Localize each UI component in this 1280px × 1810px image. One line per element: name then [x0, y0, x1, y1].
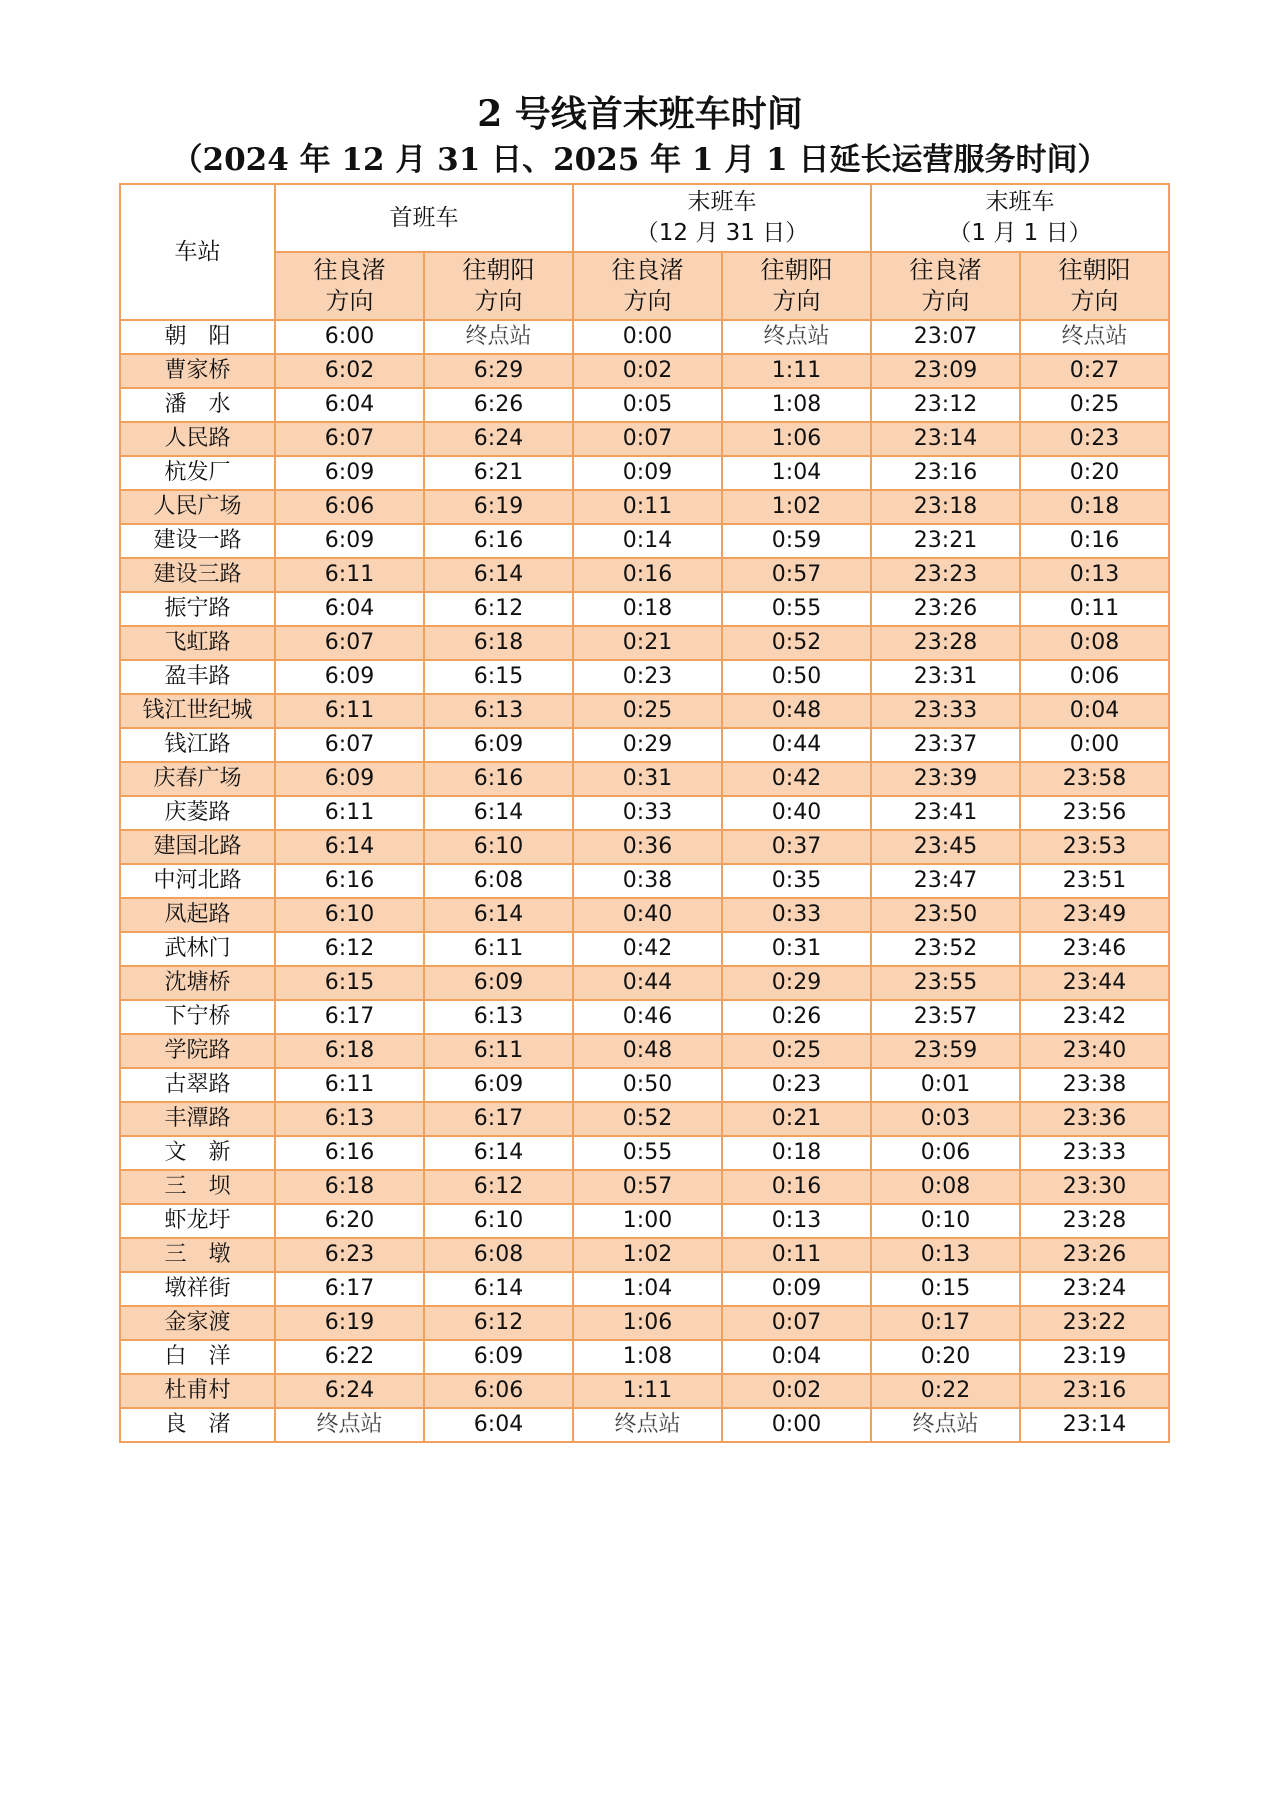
last-train-jan1-to-chaoyang: 0:13 [1020, 558, 1169, 592]
last-train-dec31-to-chaoyang: 0:31 [722, 932, 871, 966]
table-row [120, 796, 1169, 830]
last-train-dec31-to-liangzhu: 0:14 [573, 524, 722, 558]
last-train-jan1-to-chaoyang: 23:53 [1020, 830, 1169, 864]
last-train-dec31-to-liangzhu: 1:02 [573, 1238, 722, 1272]
first-train-to-liangzhu: 6:00 [275, 320, 424, 354]
last-train-jan1-to-chaoyang: 0:23 [1020, 422, 1169, 456]
first-train-to-chaoyang: 6:19 [424, 490, 573, 524]
first-train-to-chaoyang: 6:16 [424, 762, 573, 796]
station-name: 建设一路 [120, 524, 275, 558]
last-train-jan1-to-chaoyang: 0:00 [1020, 728, 1169, 762]
last-train-dec31-to-liangzhu: 0:40 [573, 898, 722, 932]
last-train-jan1-to-chaoyang: 23:26 [1020, 1238, 1169, 1272]
last-train-jan1-to-chaoyang: 23:24 [1020, 1272, 1169, 1306]
last-train-jan1-to-chaoyang: 0:11 [1020, 592, 1169, 626]
last-train-jan1-to-liangzhu: 23:55 [871, 966, 1020, 1000]
station-name: 学院路 [120, 1034, 275, 1068]
first-train-to-chaoyang: 6:08 [424, 864, 573, 898]
last-train-jan1-to-chaoyang: 23:44 [1020, 966, 1169, 1000]
last-train-jan1-to-chaoyang: 0:25 [1020, 388, 1169, 422]
last-train-jan1-to-liangzhu: 23:23 [871, 558, 1020, 592]
first-train-to-liangzhu: 6:16 [275, 864, 424, 898]
last-train-jan1-to-chaoyang: 0:04 [1020, 694, 1169, 728]
first-train-to-liangzhu: 6:10 [275, 898, 424, 932]
last-train-dec31-to-liangzhu: 0:36 [573, 830, 722, 864]
last-train-dec31-to-liangzhu: 0:33 [573, 796, 722, 830]
first-train-to-liangzhu: 6:17 [275, 1272, 424, 1306]
last-train-jan1-to-liangzhu: 23:57 [871, 1000, 1020, 1034]
header-row-directions [120, 252, 1169, 320]
table-row [120, 1000, 1169, 1034]
first-train-to-liangzhu: 6:22 [275, 1340, 424, 1374]
last-train-jan1-to-liangzhu: 23:45 [871, 830, 1020, 864]
last-train-dec31-to-chaoyang: 0:57 [722, 558, 871, 592]
station-name: 庆春广场 [120, 762, 275, 796]
table-row [120, 1068, 1169, 1102]
table-row [120, 1306, 1169, 1340]
first-train-to-chaoyang: 6:13 [424, 1000, 573, 1034]
header-last-train-dec31-title: 末班车 [687, 189, 757, 215]
station-name: 振宁路 [120, 592, 275, 626]
last-train-dec31-to-chaoyang: 0:26 [722, 1000, 871, 1034]
header-dir-liangzhu: 往良渚 方向 [573, 252, 722, 320]
first-train-to-liangzhu: 6:07 [275, 422, 424, 456]
header-last-train-jan1-title: 末班车 [985, 189, 1055, 215]
first-train-to-chaoyang: 6:18 [424, 626, 573, 660]
station-name: 白 洋 [120, 1340, 275, 1374]
station-name: 文 新 [120, 1136, 275, 1170]
last-train-dec31-to-chaoyang: 0:02 [722, 1374, 871, 1408]
last-train-dec31-to-liangzhu: 0:25 [573, 694, 722, 728]
first-train-to-liangzhu: 6:04 [275, 388, 424, 422]
last-train-dec31-to-chaoyang: 0:09 [722, 1272, 871, 1306]
first-train-to-liangzhu: 6:20 [275, 1204, 424, 1238]
first-train-to-chaoyang: 6:14 [424, 796, 573, 830]
first-train-to-chaoyang: 6:14 [424, 1136, 573, 1170]
first-train-to-chaoyang: 6:26 [424, 388, 573, 422]
last-train-dec31-to-liangzhu: 1:00 [573, 1204, 722, 1238]
last-train-dec31-to-liangzhu: 0:00 [573, 320, 722, 354]
last-train-jan1-to-liangzhu: 0:10 [871, 1204, 1020, 1238]
table-row [120, 932, 1169, 966]
last-train-jan1-to-chaoyang: 23:56 [1020, 796, 1169, 830]
header-dir-chaoyang: 往朝阳 方向 [722, 252, 871, 320]
last-train-jan1-to-liangzhu: 0:17 [871, 1306, 1020, 1340]
first-train-to-liangzhu: 6:16 [275, 1136, 424, 1170]
station-name: 飞虹路 [120, 626, 275, 660]
last-train-dec31-to-liangzhu: 0:05 [573, 388, 722, 422]
station-name: 钱江路 [120, 728, 275, 762]
last-train-dec31-to-chaoyang: 1:06 [722, 422, 871, 456]
station-name: 丰潭路 [120, 1102, 275, 1136]
header-last-train-jan1 [871, 184, 1169, 252]
first-train-to-liangzhu: 6:18 [275, 1034, 424, 1068]
first-train-to-liangzhu: 6:11 [275, 796, 424, 830]
first-train-to-chaoyang: 6:13 [424, 694, 573, 728]
station-name: 古翠路 [120, 1068, 275, 1102]
last-train-dec31-to-liangzhu: 1:11 [573, 1374, 722, 1408]
last-train-jan1-to-liangzhu: 23:21 [871, 524, 1020, 558]
last-train-dec31-to-chaoyang: 0:59 [722, 524, 871, 558]
last-train-dec31-to-chaoyang: 0:18 [722, 1136, 871, 1170]
last-train-jan1-to-chaoyang: 23:46 [1020, 932, 1169, 966]
first-train-to-chaoyang: 6:14 [424, 558, 573, 592]
table-row [120, 898, 1169, 932]
last-train-dec31-to-liangzhu: 0:42 [573, 932, 722, 966]
table-row [120, 1408, 1169, 1442]
last-train-jan1-to-liangzhu: 23:07 [871, 320, 1020, 354]
last-train-dec31-to-chaoyang: 1:02 [722, 490, 871, 524]
first-train-to-chaoyang: 6:04 [424, 1408, 573, 1442]
last-train-dec31-to-liangzhu: 0:18 [573, 592, 722, 626]
last-train-dec31-to-chaoyang: 1:08 [722, 388, 871, 422]
last-train-jan1-to-liangzhu: 终点站 [871, 1408, 1020, 1442]
station-name: 建设三路 [120, 558, 275, 592]
last-train-jan1-to-chaoyang: 23:36 [1020, 1102, 1169, 1136]
last-train-dec31-to-liangzhu: 0:48 [573, 1034, 722, 1068]
last-train-jan1-to-chaoyang: 0:16 [1020, 524, 1169, 558]
header-last-train-dec31 [573, 184, 871, 252]
last-train-jan1-to-liangzhu: 23:26 [871, 592, 1020, 626]
last-train-dec31-to-chaoyang: 0:52 [722, 626, 871, 660]
last-train-jan1-to-chaoyang: 23:38 [1020, 1068, 1169, 1102]
first-train-to-chaoyang: 6:08 [424, 1238, 573, 1272]
last-train-jan1-to-liangzhu: 23:39 [871, 762, 1020, 796]
station-name: 人民路 [120, 422, 275, 456]
first-train-to-chaoyang: 6:10 [424, 1204, 573, 1238]
last-train-dec31-to-liangzhu: 0:09 [573, 456, 722, 490]
table-row [120, 320, 1169, 354]
station-name: 盈丰路 [120, 660, 275, 694]
last-train-dec31-to-liangzhu: 0:02 [573, 354, 722, 388]
last-train-dec31-to-liangzhu: 终点站 [573, 1408, 722, 1442]
first-train-to-chaoyang: 终点站 [424, 320, 573, 354]
last-train-dec31-to-liangzhu: 1:08 [573, 1340, 722, 1374]
last-train-jan1-to-liangzhu: 0:01 [871, 1068, 1020, 1102]
first-train-to-chaoyang: 6:09 [424, 966, 573, 1000]
last-train-dec31-to-chaoyang: 0:04 [722, 1340, 871, 1374]
table-row [120, 456, 1169, 490]
first-train-to-liangzhu: 6:09 [275, 456, 424, 490]
first-train-to-chaoyang: 6:15 [424, 660, 573, 694]
last-train-jan1-to-chaoyang: 23:22 [1020, 1306, 1169, 1340]
first-train-to-chaoyang: 6:10 [424, 830, 573, 864]
header-row-groups [120, 184, 1169, 252]
first-train-to-liangzhu: 6:04 [275, 592, 424, 626]
header-station: 车站 [120, 184, 275, 320]
first-train-to-chaoyang: 6:14 [424, 898, 573, 932]
last-train-jan1-to-liangzhu: 23:50 [871, 898, 1020, 932]
last-train-jan1-to-liangzhu: 23:33 [871, 694, 1020, 728]
first-train-to-liangzhu: 6:09 [275, 762, 424, 796]
last-train-dec31-to-liangzhu: 0:21 [573, 626, 722, 660]
last-train-dec31-to-chaoyang: 0:40 [722, 796, 871, 830]
last-train-jan1-to-liangzhu: 0:03 [871, 1102, 1020, 1136]
first-train-to-chaoyang: 6:17 [424, 1102, 573, 1136]
last-train-jan1-to-liangzhu: 23:18 [871, 490, 1020, 524]
table-row [120, 490, 1169, 524]
header-dir-chaoyang: 往朝阳 方向 [1020, 252, 1169, 320]
last-train-jan1-to-chaoyang: 23:28 [1020, 1204, 1169, 1238]
first-train-to-liangzhu: 6:09 [275, 524, 424, 558]
last-train-jan1-to-liangzhu: 0:08 [871, 1170, 1020, 1204]
first-train-to-liangzhu: 6:09 [275, 660, 424, 694]
last-train-dec31-to-liangzhu: 0:07 [573, 422, 722, 456]
station-name: 金家渡 [120, 1306, 275, 1340]
station-name: 中河北路 [120, 864, 275, 898]
last-train-jan1-to-liangzhu: 0:20 [871, 1340, 1020, 1374]
station-name: 朝 阳 [120, 320, 275, 354]
table-row [120, 1170, 1169, 1204]
table-row [120, 1204, 1169, 1238]
first-train-to-chaoyang: 6:09 [424, 1340, 573, 1374]
last-train-dec31-to-chaoyang: 0:21 [722, 1102, 871, 1136]
last-train-dec31-to-chaoyang: 0:35 [722, 864, 871, 898]
last-train-dec31-to-chaoyang: 0:29 [722, 966, 871, 1000]
last-train-dec31-to-liangzhu: 0:44 [573, 966, 722, 1000]
last-train-jan1-to-liangzhu: 23:59 [871, 1034, 1020, 1068]
first-train-to-liangzhu: 6:17 [275, 1000, 424, 1034]
first-train-to-liangzhu: 6:07 [275, 728, 424, 762]
last-train-dec31-to-chaoyang: 0:11 [722, 1238, 871, 1272]
last-train-dec31-to-liangzhu: 0:11 [573, 490, 722, 524]
first-train-to-liangzhu: 6:15 [275, 966, 424, 1000]
last-train-jan1-to-chaoyang: 23:42 [1020, 1000, 1169, 1034]
last-train-jan1-to-liangzhu: 23:47 [871, 864, 1020, 898]
first-train-to-liangzhu: 6:02 [275, 354, 424, 388]
table-row [120, 388, 1169, 422]
last-train-dec31-to-liangzhu: 0:31 [573, 762, 722, 796]
table-row [120, 1374, 1169, 1408]
last-train-jan1-to-chaoyang: 23:16 [1020, 1374, 1169, 1408]
first-train-to-chaoyang: 6:06 [424, 1374, 573, 1408]
first-train-to-chaoyang: 6:16 [424, 524, 573, 558]
first-train-to-liangzhu: 6:07 [275, 626, 424, 660]
first-train-to-liangzhu: 6:11 [275, 558, 424, 592]
last-train-dec31-to-liangzhu: 0:50 [573, 1068, 722, 1102]
last-train-jan1-to-liangzhu: 23:52 [871, 932, 1020, 966]
first-train-to-chaoyang: 6:11 [424, 932, 573, 966]
first-train-to-liangzhu: 6:24 [275, 1374, 424, 1408]
station-name: 潘 水 [120, 388, 275, 422]
first-train-to-liangzhu: 终点站 [275, 1408, 424, 1442]
last-train-dec31-to-chaoyang: 1:11 [722, 354, 871, 388]
first-train-to-chaoyang: 6:09 [424, 728, 573, 762]
last-train-dec31-to-liangzhu: 1:06 [573, 1306, 722, 1340]
last-train-jan1-to-chaoyang: 0:18 [1020, 490, 1169, 524]
first-train-to-chaoyang: 6:09 [424, 1068, 573, 1102]
last-train-jan1-to-liangzhu: 0:22 [871, 1374, 1020, 1408]
header-dir-liangzhu: 往良渚 方向 [871, 252, 1020, 320]
station-rows [120, 320, 1169, 1442]
last-train-dec31-to-chaoyang: 0:16 [722, 1170, 871, 1204]
last-train-jan1-to-chaoyang: 23:33 [1020, 1136, 1169, 1170]
first-train-to-chaoyang: 6:12 [424, 1306, 573, 1340]
table-row [120, 966, 1169, 1000]
station-name: 杭发厂 [120, 456, 275, 490]
header-first-train: 首班车 [275, 184, 573, 252]
last-train-jan1-to-chaoyang: 终点站 [1020, 320, 1169, 354]
header-last-train-jan1-date: （1 月 1 日） [948, 220, 1092, 246]
last-train-dec31-to-chaoyang: 0:48 [722, 694, 871, 728]
last-train-dec31-to-chaoyang: 0:55 [722, 592, 871, 626]
table-row [120, 1034, 1169, 1068]
last-train-dec31-to-liangzhu: 0:23 [573, 660, 722, 694]
last-train-jan1-to-chaoyang: 23:40 [1020, 1034, 1169, 1068]
first-train-to-chaoyang: 6:29 [424, 354, 573, 388]
table-row [120, 694, 1169, 728]
first-train-to-liangzhu: 6:23 [275, 1238, 424, 1272]
table-row [120, 1238, 1169, 1272]
last-train-dec31-to-liangzhu: 0:38 [573, 864, 722, 898]
last-train-jan1-to-liangzhu: 0:15 [871, 1272, 1020, 1306]
last-train-dec31-to-chaoyang: 0:44 [722, 728, 871, 762]
last-train-jan1-to-chaoyang: 23:58 [1020, 762, 1169, 796]
last-train-jan1-to-liangzhu: 23:37 [871, 728, 1020, 762]
last-train-jan1-to-chaoyang: 23:51 [1020, 864, 1169, 898]
table-row [120, 1340, 1169, 1374]
header-last-train-dec31-date: （12 月 31 日） [635, 220, 809, 246]
last-train-dec31-to-liangzhu: 0:57 [573, 1170, 722, 1204]
first-train-to-chaoyang: 6:12 [424, 1170, 573, 1204]
first-train-to-chaoyang: 6:14 [424, 1272, 573, 1306]
last-train-dec31-to-chaoyang: 0:37 [722, 830, 871, 864]
last-train-jan1-to-chaoyang: 23:30 [1020, 1170, 1169, 1204]
table-row [120, 864, 1169, 898]
page-subtitle: （2024 年 12 月 31 日、2025 年 1 月 1 日延长运营服务时间） [171, 142, 1109, 178]
table-row [120, 830, 1169, 864]
last-train-jan1-to-chaoyang: 23:14 [1020, 1408, 1169, 1442]
table-row [120, 524, 1169, 558]
station-name: 三 坝 [120, 1170, 275, 1204]
last-train-dec31-to-liangzhu: 1:04 [573, 1272, 722, 1306]
last-train-dec31-to-chaoyang: 终点站 [722, 320, 871, 354]
first-train-to-liangzhu: 6:06 [275, 490, 424, 524]
last-train-dec31-to-chaoyang: 0:42 [722, 762, 871, 796]
last-train-jan1-to-liangzhu: 23:09 [871, 354, 1020, 388]
first-train-to-liangzhu: 6:12 [275, 932, 424, 966]
last-train-dec31-to-liangzhu: 0:16 [573, 558, 722, 592]
table-row [120, 660, 1169, 694]
first-train-to-liangzhu: 6:13 [275, 1102, 424, 1136]
station-name: 墩祥街 [120, 1272, 275, 1306]
first-train-to-liangzhu: 6:14 [275, 830, 424, 864]
station-name: 武林门 [120, 932, 275, 966]
station-name: 三 墩 [120, 1238, 275, 1272]
first-train-to-liangzhu: 6:11 [275, 1068, 424, 1102]
header-dir-liangzhu: 往良渚 方向 [275, 252, 424, 320]
first-train-to-chaoyang: 6:12 [424, 592, 573, 626]
first-train-to-chaoyang: 6:21 [424, 456, 573, 490]
station-name: 下宁桥 [120, 1000, 275, 1034]
table-row [120, 422, 1169, 456]
last-train-jan1-to-chaoyang: 0:20 [1020, 456, 1169, 490]
last-train-jan1-to-liangzhu: 23:16 [871, 456, 1020, 490]
last-train-jan1-to-liangzhu: 23:41 [871, 796, 1020, 830]
first-train-to-liangzhu: 6:11 [275, 694, 424, 728]
station-name: 沈塘桥 [120, 966, 275, 1000]
table-row [120, 558, 1169, 592]
last-train-dec31-to-chaoyang: 0:23 [722, 1068, 871, 1102]
last-train-dec31-to-chaoyang: 0:25 [722, 1034, 871, 1068]
last-train-dec31-to-chaoyang: 1:04 [722, 456, 871, 490]
table-row [120, 1102, 1169, 1136]
table-row [120, 1272, 1169, 1306]
last-train-jan1-to-liangzhu: 23:12 [871, 388, 1020, 422]
station-name: 杜甫村 [120, 1374, 275, 1408]
last-train-dec31-to-chaoyang: 0:33 [722, 898, 871, 932]
last-train-dec31-to-liangzhu: 0:29 [573, 728, 722, 762]
table-row [120, 626, 1169, 660]
last-train-dec31-to-chaoyang: 0:13 [722, 1204, 871, 1238]
station-name: 虾龙圩 [120, 1204, 275, 1238]
timetable [119, 183, 1170, 1443]
last-train-jan1-to-liangzhu: 23:14 [871, 422, 1020, 456]
last-train-dec31-to-chaoyang: 0:00 [722, 1408, 871, 1442]
table-row [120, 1136, 1169, 1170]
table-row [120, 728, 1169, 762]
station-name: 钱江世纪城 [120, 694, 275, 728]
first-train-to-chaoyang: 6:11 [424, 1034, 573, 1068]
last-train-jan1-to-liangzhu: 0:06 [871, 1136, 1020, 1170]
last-train-jan1-to-chaoyang: 23:19 [1020, 1340, 1169, 1374]
last-train-dec31-to-liangzhu: 0:46 [573, 1000, 722, 1034]
station-name: 曹家桥 [120, 354, 275, 388]
first-train-to-liangzhu: 6:18 [275, 1170, 424, 1204]
header-dir-chaoyang: 往朝阳 方向 [424, 252, 573, 320]
page-title: 2 号线首末班车时间 [477, 93, 803, 135]
last-train-jan1-to-liangzhu: 23:31 [871, 660, 1020, 694]
first-train-to-liangzhu: 6:19 [275, 1306, 424, 1340]
table-row [120, 592, 1169, 626]
last-train-dec31-to-chaoyang: 0:07 [722, 1306, 871, 1340]
last-train-dec31-to-liangzhu: 0:52 [573, 1102, 722, 1136]
station-name: 庆菱路 [120, 796, 275, 830]
last-train-jan1-to-chaoyang: 0:06 [1020, 660, 1169, 694]
last-train-dec31-to-chaoyang: 0:50 [722, 660, 871, 694]
station-name: 凤起路 [120, 898, 275, 932]
station-name: 人民广场 [120, 490, 275, 524]
first-train-to-chaoyang: 6:24 [424, 422, 573, 456]
last-train-jan1-to-chaoyang: 0:08 [1020, 626, 1169, 660]
last-train-jan1-to-chaoyang: 0:27 [1020, 354, 1169, 388]
station-name: 建国北路 [120, 830, 275, 864]
station-name: 良 渚 [120, 1408, 275, 1442]
last-train-jan1-to-liangzhu: 23:28 [871, 626, 1020, 660]
table-row [120, 354, 1169, 388]
last-train-dec31-to-liangzhu: 0:55 [573, 1136, 722, 1170]
last-train-jan1-to-chaoyang: 23:49 [1020, 898, 1169, 932]
last-train-jan1-to-liangzhu: 0:13 [871, 1238, 1020, 1272]
table-row [120, 762, 1169, 796]
